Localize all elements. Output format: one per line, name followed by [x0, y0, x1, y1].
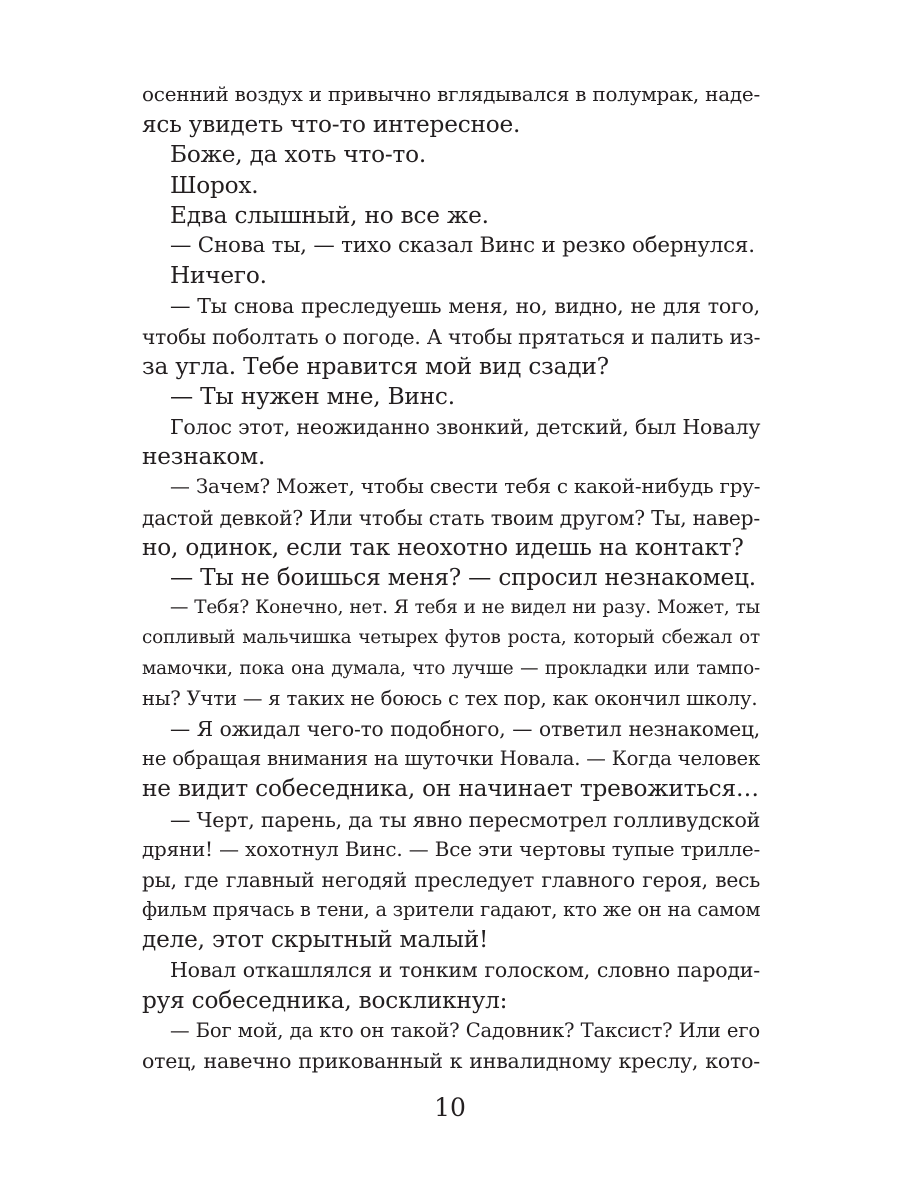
text-line: — Тебя? Конечно, нет. Я тебя и не видел ни разу. Может, ты [170, 597, 760, 619]
text-line: дряни! — хохотнул Винс. — Все эти чертовы тупые трилле- [142, 837, 760, 861]
text-line: — Ты снова преследуешь меня, но, видно, не для того, [170, 294, 760, 319]
text-line: — Черт, парень, да ты явно пересмотрел голливудской [170, 807, 761, 832]
text-line: — Ты не боишься меня? — спросил незнакомец. [170, 564, 756, 591]
text-line: мамочки, пока она думала, что лучше — прокладки или тампо- [142, 657, 760, 679]
text-line: но, одинок, если так неохотно идешь на контакт? [142, 533, 744, 561]
page-number: 10 [434, 1093, 466, 1122]
text-line: Новал откашлялся и тонким голоском, словно пароди- [170, 958, 760, 983]
text-line: ры, где главный негодяй преследует главного героя, весь [142, 867, 760, 892]
text-line: — Я ожидал чего-то подобного, — ответил незнакомец, [170, 716, 760, 741]
text-line: чтобы поболтать о погоде. А чтобы прятаться и палить из- [142, 324, 761, 349]
text-line: деле, этот скрытный малый! [142, 926, 489, 954]
text-line: отец, навечно прикованный к инвалидному креслу, кото- [142, 1049, 760, 1073]
body-text [142, 80, 760, 1076]
text-line: Ничего. [170, 262, 267, 290]
text-line: ясь увидеть что-то интересное. [142, 111, 521, 139]
text-line: дастой девкой? Или чтобы стать твоим другом? Ты, навер- [142, 505, 760, 530]
text-line: незнаком. [142, 443, 266, 471]
text-line: не видит собеседника, он начинает тревожиться… [142, 775, 759, 803]
text-line: Шорох. [170, 171, 259, 199]
text-line: Голос этот, неожиданно звонкий, детский, был Новалу [170, 415, 761, 440]
text-line: ны? Учти — я таких не боюсь с тех пор, как окончил школу. [142, 686, 758, 710]
text-line: осенний воздух и привычно вглядывался в полумрак, наде- [142, 83, 760, 106]
text-line: Едва слышный, но все же. [170, 201, 489, 229]
text-line: — Бог мой, да кто он такой? Садовник? Таксист? Или его [170, 1018, 760, 1042]
text-line: руя собеседника, воскликнул: [142, 986, 508, 1014]
text-line: сопливый мальчишка четырех футов роста, который сбежал от [142, 627, 760, 649]
text-line: за угла. Тебе нравится мой вид сзади? [142, 352, 609, 380]
text-line: фильм прячась в тени, а зрители гадают, кто же он на самом [142, 898, 761, 922]
text-line: — Ты нужен мне, Винс. [170, 382, 455, 410]
text-line: — Зачем? Может, чтобы свести тебя с какой-нибудь гру- [170, 475, 761, 499]
text-line: — Снова ты, — тихо сказал Винс и резко обернулся. [170, 232, 755, 258]
text-line: не обращая внимания на шуточки Новала. — Когда человек [142, 747, 760, 771]
text-line: Боже, да хоть что-то. [170, 141, 427, 169]
